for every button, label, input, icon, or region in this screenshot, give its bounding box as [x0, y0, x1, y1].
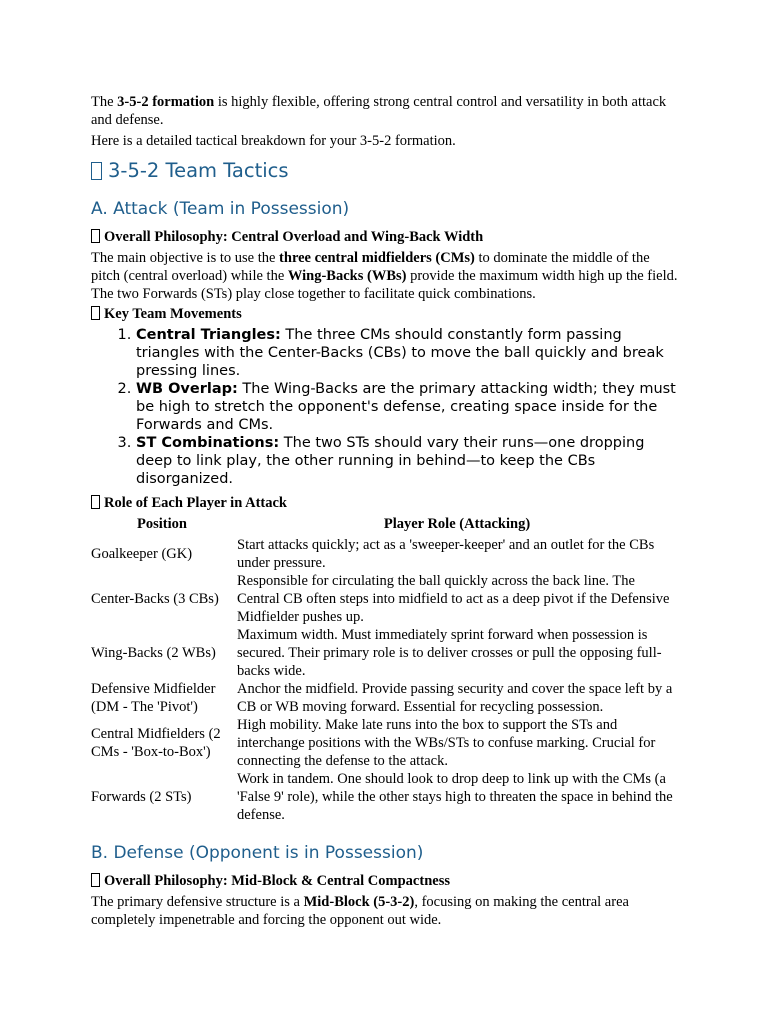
position-cell: Forwards (2 STs) — [91, 789, 192, 805]
list-item-title: WB Overlap: — [136, 381, 238, 397]
table-row — [89, 680, 679, 716]
intro-bold: 3-5-2 formation — [117, 94, 215, 110]
role-cell: Work in tandem. One should look to drop deep to link up with the CMs (a 'False 9' role), while the other stays high to threaten the space in behind the defense. — [237, 771, 673, 823]
list-item-text: The three CMs should constantly form passing triangles with the Center-Backs (CBs) to move the ball quickly and break pressing lines. — [136, 327, 664, 379]
list-item-title: Central Triangles: — [136, 327, 281, 343]
page-title — [91, 159, 289, 182]
roles-table — [89, 515, 679, 824]
list-item — [136, 326, 681, 380]
table-header-row — [89, 515, 679, 536]
role-cell: High mobility. Make late runs into the box to support the STs and interchange positions with the WBs/STs to confuse marking. Crucial for connecting the defense to the attack. — [237, 717, 656, 769]
column-header-position: Position — [137, 516, 187, 532]
column-header-role: Player Role (Attacking) — [383, 516, 531, 532]
role-cell: Maximum width. Must immediately sprint forward when possession is secured. Their primary role is to deliver crosses or pull the opposing full-backs wide. — [237, 627, 662, 679]
text-run: , focusing on making the central area completely impenetrable and forcing the opponent out wide. — [91, 894, 629, 928]
attack-philosophy-heading-text: Overall Philosophy: Central Overload and Wing-Back Width — [104, 229, 484, 245]
page-title-text: 3-5-2 Team Tactics — [108, 159, 289, 182]
position-cell: Wing-Backs (2 WBs) — [91, 645, 216, 661]
defense-philosophy-heading — [91, 873, 450, 890]
roles-heading-text: Role of Each Player in Attack — [104, 495, 287, 511]
intro-paragraph — [91, 93, 681, 129]
missing-glyph-icon — [91, 495, 100, 509]
position-cell: Defensive Midfielder (DM - The 'Pivot') — [91, 681, 216, 715]
movements-heading-text: Key Team Movements — [104, 306, 242, 322]
list-item — [136, 434, 681, 488]
missing-glyph-icon — [91, 162, 102, 180]
movements-list — [91, 326, 681, 488]
role-cell: Anchor the midfield. Provide passing security and cover the space left by a CB or WB moving forward. Essential for recycling possession. — [237, 681, 673, 715]
position-cell: Center-Backs (3 CBs) — [91, 591, 219, 607]
intro-text: The — [91, 94, 118, 110]
bold-run: Mid-Block (5-3-2) — [303, 894, 415, 910]
list-item-title: ST Combinations: — [136, 435, 280, 451]
text-run: to dominate the middle of the pitch (central overload) while the — [91, 250, 650, 284]
text-run: The primary defensive structure is a — [91, 894, 304, 910]
table-row — [89, 626, 679, 680]
table-row — [89, 770, 679, 824]
attack-philosophy-paragraph — [91, 249, 681, 303]
text-run: provide the maximum width high up the field. The two Forwards (STs) play close together to facilitate quick combinations. — [91, 268, 678, 302]
text-run: The main objective is to use the — [91, 250, 280, 266]
roles-heading — [91, 495, 287, 512]
table-row — [89, 716, 679, 770]
movements-heading — [91, 306, 242, 323]
intro-section — [91, 93, 681, 153]
list-item — [136, 380, 681, 434]
role-cell: Responsible for circulating the ball quickly across the back line. The Central CB often steps into midfield to act as a deep pivot if the Defensive Midfielder pushes up. — [237, 573, 670, 625]
role-cell: Start attacks quickly; act as a 'sweeper-keeper' and an outlet for the CBs under pressure. — [237, 537, 655, 571]
position-cell: Goalkeeper (GK) — [91, 546, 193, 562]
attack-philosophy-heading — [91, 229, 483, 246]
defense-philosophy-heading-text: Overall Philosophy: Mid-Block & Central Compactness — [104, 873, 450, 889]
intro-paragraph-2: Here is a detailed tactical breakdown for your 3-5-2 formation. — [91, 133, 456, 149]
position-cell: Central Midfielders (2 CMs - 'Box-to-Box') — [91, 726, 221, 760]
list-item-text: The Wing-Backs are the primary attacking width; they must be high to stretch the opponent's defense, creating space inside for the Forwards and CMs. — [136, 381, 676, 433]
bold-run: three central midfielders (CMs) — [279, 250, 475, 266]
attack-heading: A. Attack (Team in Possession) — [91, 199, 350, 219]
list-item-text: The two STs should vary their runs—one dropping deep to link play, the other running in behind—to keep the CBs disorganized. — [136, 435, 645, 487]
missing-glyph-icon — [91, 873, 100, 887]
missing-glyph-icon — [91, 229, 100, 243]
table-row — [89, 572, 679, 626]
defense-heading: B. Defense (Opponent is in Possession) — [91, 843, 424, 863]
intro-text-2: is highly flexible, offering strong central control and versatility in both attack and defense. — [91, 94, 667, 128]
table-row — [89, 536, 679, 572]
missing-glyph-icon — [91, 306, 100, 320]
bold-run: Wing-Backs (WBs) — [287, 268, 407, 284]
defense-philosophy-paragraph — [91, 893, 681, 929]
